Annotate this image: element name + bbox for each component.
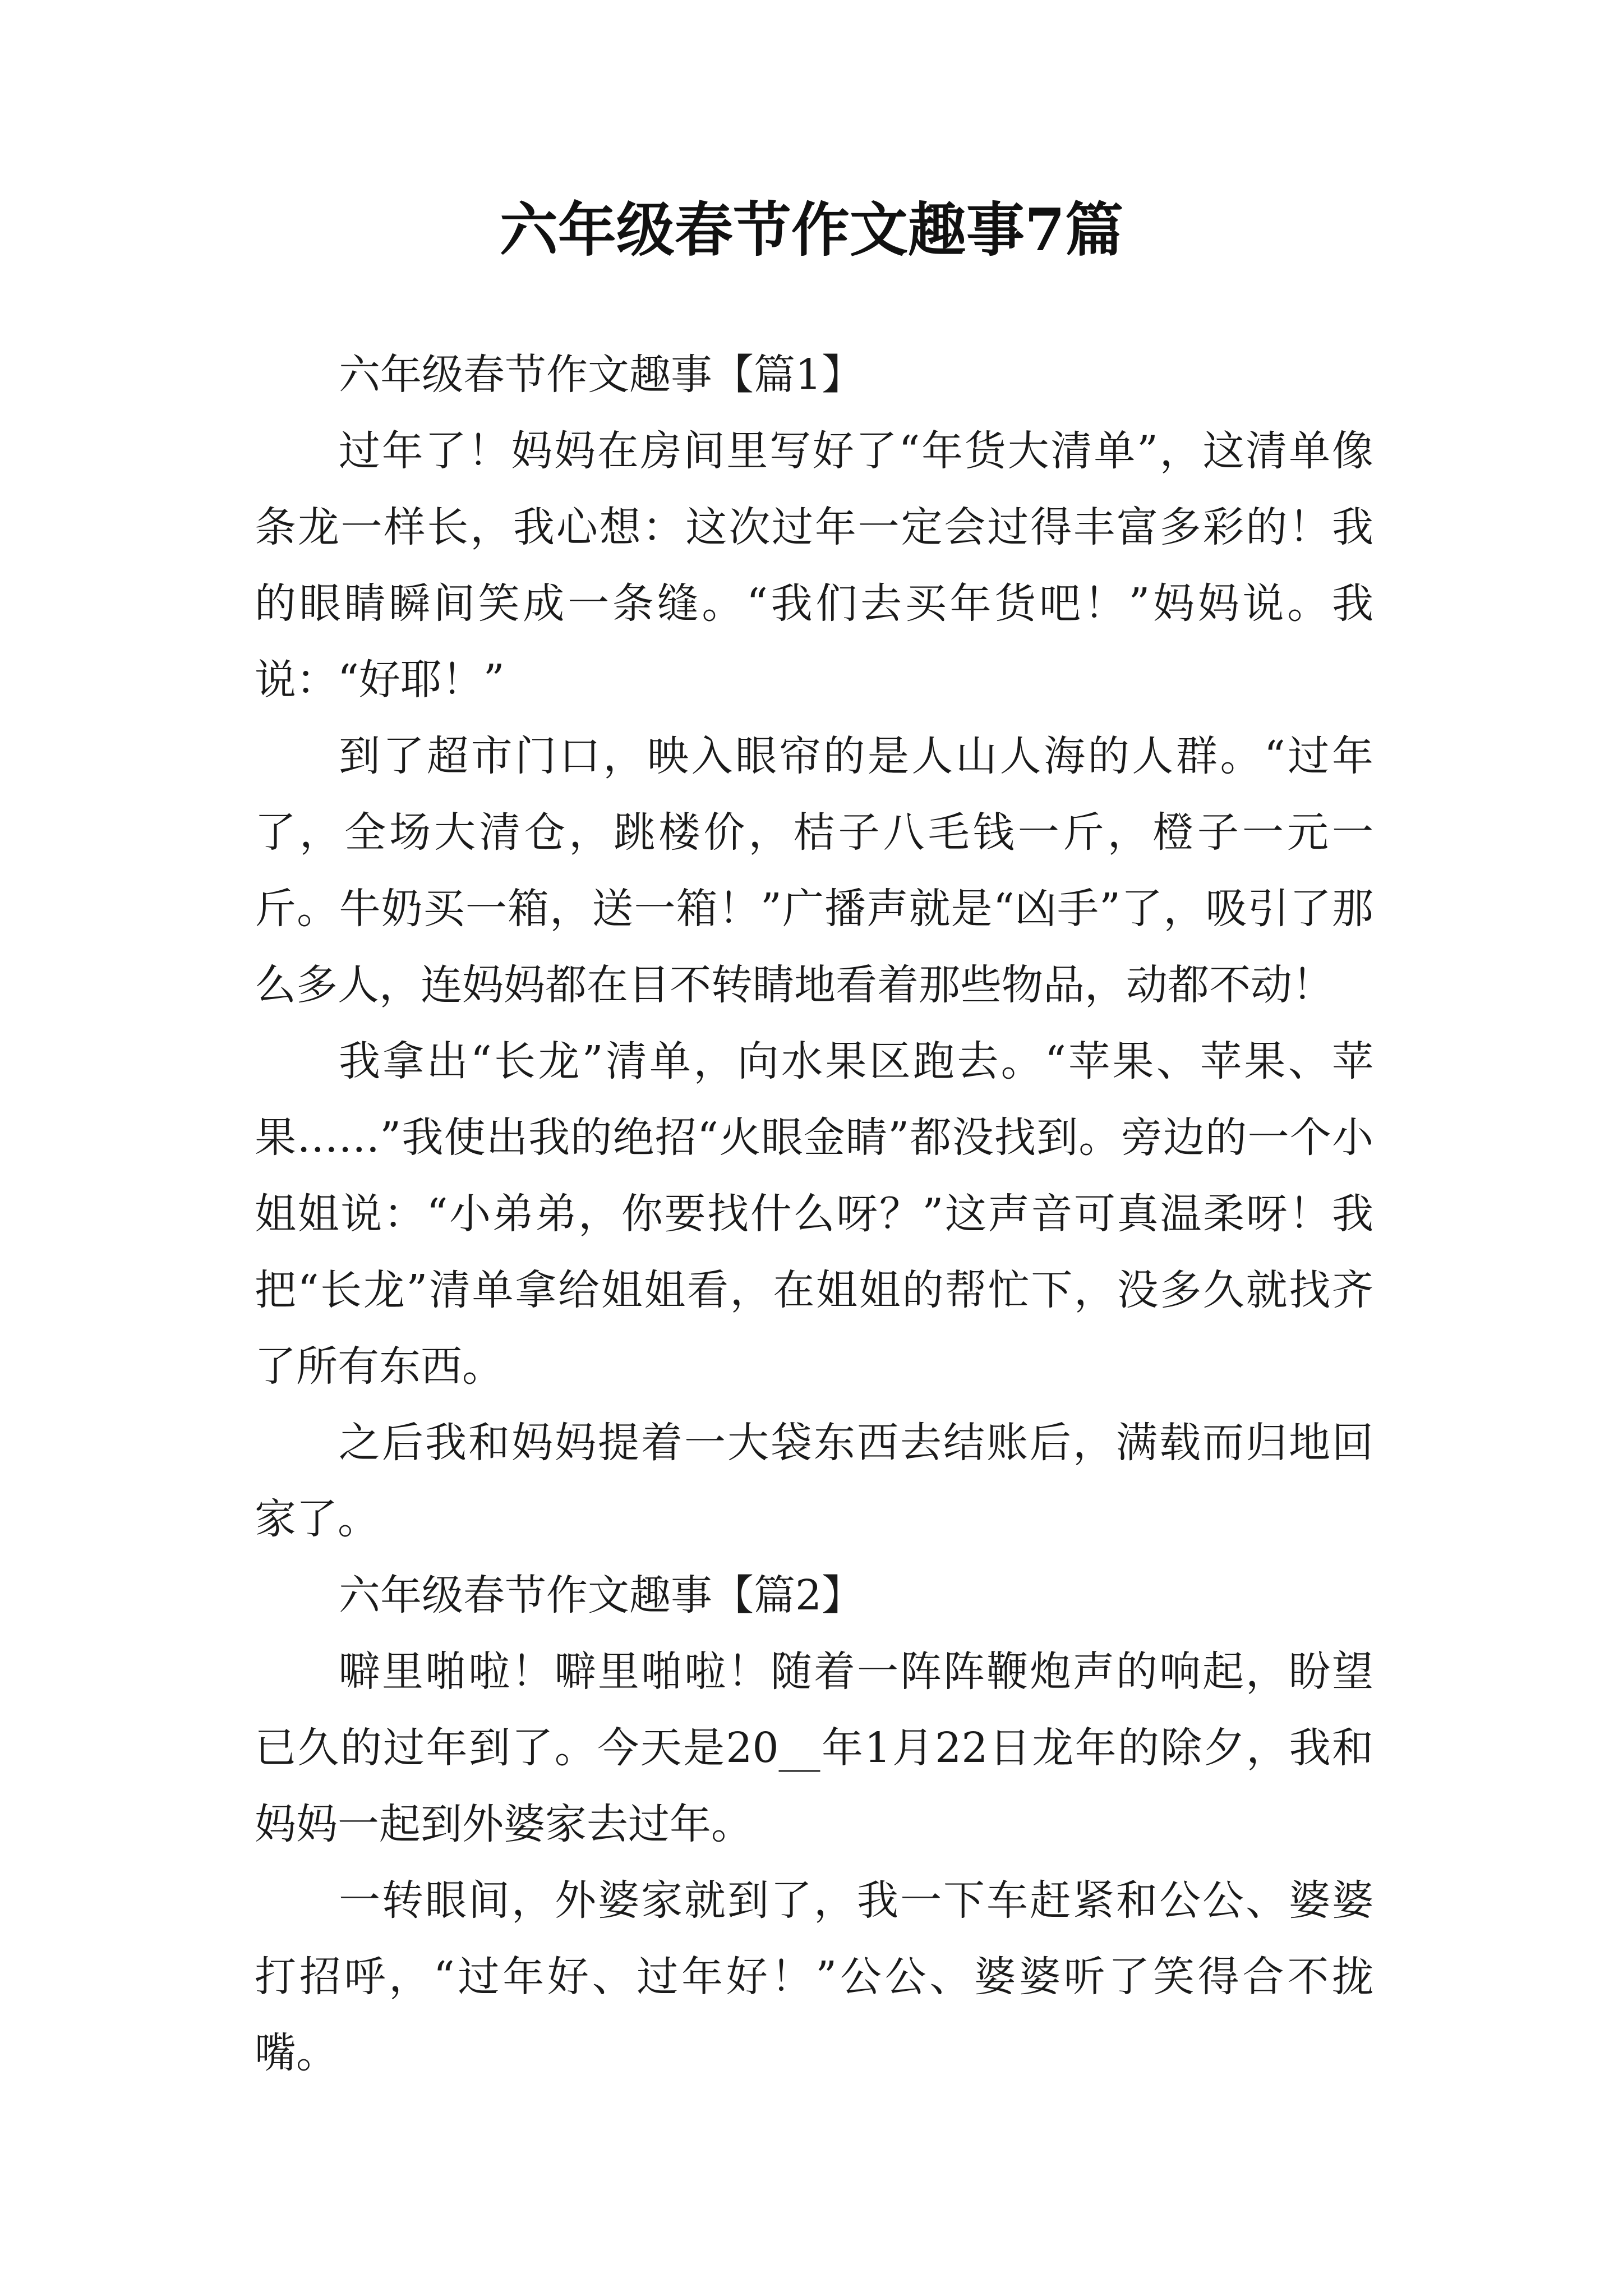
section-heading: 六年级春节作文趣事【篇2】 — [339, 1571, 864, 1619]
paragraph: 我拿出“长龙”清单，向水果区跑去。“苹果、苹果、苹果……”我使出我的绝招“火眼金睛”都没找到。旁边的一个小姐姐说：“小弟弟，你要找什么呀？”这声音可真温柔呀！我把“长龙”清单拿给姐姐看，在姐姐的帮忙下，没多久就找齐了所有东西。 — [255, 1037, 1373, 1391]
paragraph: 过年了！妈妈在房间里写好了“年货大清单”，这清单像条龙一样长，我心想：这次过年一定会过得丰富多彩的！我的眼睛瞬间笑成一条缝。“我们去买年货吧！”妈妈说。我说：“好耶！” — [255, 427, 1373, 704]
document-title: 六年级春节作文趣事7篇 — [499, 195, 1124, 264]
paragraph: 一转眼间，外婆家就到了，我一下车赶紧和公公、婆婆打招呼，“过年好、过年好！”公公、婆婆听了笑得合不拢嘴。 — [255, 1876, 1373, 2077]
section-heading: 六年级春节作文趣事【篇1】 — [339, 351, 864, 399]
paragraph: 到了超市门口，映入眼帘的是人山人海的人群。“过年了，全场大清仓，跳楼价，桔子八毛钱一斤，橙子一元一斤。牛奶买一箱，送一箱！”广播声就是“凶手”了，吸引了那么多人，连妈妈都在目不转睛地看着那些物品，动都不动！ — [255, 732, 1373, 1009]
paragraph: 噼里啪啦！噼里啪啦！随着一阵阵鞭炮声的响起，盼望已久的过年到了。今天是20__年1月22日龙年的除夕，我和妈妈一起到外婆家去过年。 — [255, 1648, 1373, 1848]
paragraph: 之后我和妈妈提着一大袋东西去结账后，满载而归地回家了。 — [255, 1419, 1373, 1543]
document-body — [255, 337, 1373, 2091]
